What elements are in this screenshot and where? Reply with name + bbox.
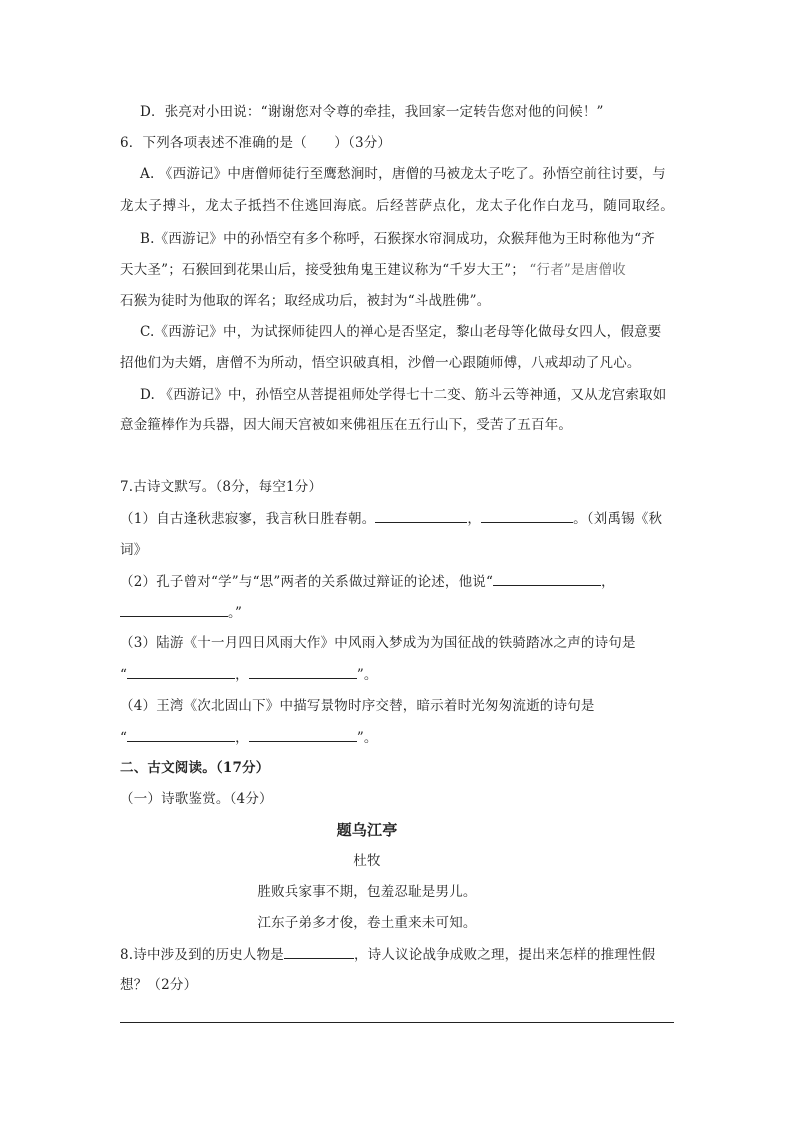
answer-blank[interactable] bbox=[120, 602, 228, 617]
q6-option-b-text: 天大圣”；石猴回到花果山后，接受独角鬼王建议称为“千岁大王”； bbox=[120, 262, 525, 278]
poem-author: 杜牧 bbox=[353, 853, 381, 869]
q6-option-b-line2 bbox=[120, 260, 680, 280]
q7-item1-sep: ， bbox=[467, 511, 482, 527]
q7-item2 bbox=[120, 571, 680, 592]
q7-item1 bbox=[120, 508, 680, 529]
answer-blank[interactable] bbox=[284, 944, 354, 959]
q7-item4-cont bbox=[120, 727, 680, 748]
q7-item3-cont bbox=[120, 664, 680, 685]
q6-option-a-line2: 龙太子搏斗，龙太子抵挡不住逃回海底。后经菩萨点化，龙太子化作白龙马，随同取经。 bbox=[120, 198, 674, 214]
q7-item3-end: ”。 bbox=[356, 667, 378, 683]
q6-option-d-line2: 意金箍棒作为兵器，因大闹天宫被如来佛祖压在五行山下，受苦了五百年。 bbox=[120, 417, 573, 433]
q6-option-b-gray-text: “行者”是唐僧收 bbox=[529, 262, 626, 278]
q5-option-d: D．张亮对小田说：“谢谢您对令尊的牵挂，我回家一定转告您对他的问候！” bbox=[140, 104, 604, 120]
q6-option-b-line3: 石猴为徒时为他取的诨名；取经成功后，被封为“斗战胜佛”。 bbox=[120, 293, 491, 309]
q7-item4-end: ”。 bbox=[356, 730, 378, 746]
q6-stem: 6．下列各项表述不准确的是（ ）（3分） bbox=[120, 135, 392, 151]
q7-item1-cont: 词》 bbox=[120, 542, 148, 558]
q8-stem bbox=[120, 944, 680, 965]
q7-stem: 7.古诗文默写。（8分，每空1分） bbox=[120, 479, 323, 495]
q7-item3: （3）陆游《十一月四日风雨大作》中风雨入梦成为为国征战的铁骑踏冰之声的诗句是 bbox=[120, 635, 636, 651]
subsection-1-heading: （一）诗歌鉴赏。（4分） bbox=[120, 791, 273, 807]
q7-item2-cont bbox=[120, 602, 680, 623]
q8-stem-cont: 想？（2分） bbox=[120, 977, 198, 993]
q6-option-d-line1: D. 《西游记》中，孙悟空从菩提祖师处学得七十二变、筋斗云等神通，又从龙宫索取如 bbox=[140, 387, 667, 403]
answer-blank[interactable] bbox=[249, 664, 357, 679]
poem-line-1: 胜败兵家事不期，包羞忍耻是男儿。 bbox=[257, 884, 477, 900]
answer-blank[interactable] bbox=[127, 727, 235, 742]
q7-item4-sep: ， bbox=[235, 730, 249, 746]
q7-item2-end: 。” bbox=[228, 605, 243, 621]
q6-option-c-line1: C.《西游记》中，为试探师徒四人的禅心是否坚定，黎山老母等化做母女四人，假意要 bbox=[140, 324, 662, 340]
answer-blank[interactable] bbox=[249, 727, 357, 742]
answer-blank[interactable] bbox=[127, 664, 235, 679]
section-2-heading: 二、古文阅读。（17分） bbox=[120, 760, 270, 776]
answer-line[interactable] bbox=[120, 1022, 674, 1023]
answer-blank[interactable] bbox=[493, 571, 601, 586]
q8-text-a: 8.诗中涉及到的历史人物是 bbox=[120, 947, 284, 963]
answer-blank[interactable] bbox=[481, 508, 573, 523]
q6-option-a-line1: A. 《西游记》中唐僧师徒行至鹰愁涧时，唐僧的马被龙太子吃了。孙悟空前往讨要，与 bbox=[140, 166, 666, 182]
q7-item4: （4）王湾《次北固山下》中描写景物时序交替，暗示着时光匆匆流逝的诗句是 bbox=[120, 698, 595, 714]
q7-item1-source: 。（刘禹锡《秋 bbox=[573, 511, 663, 527]
q6-option-b-line1: B.《西游记》中的孙悟空有多个称呼，石猴探水帘洞成功，众猴拜他为王时称他为“齐 bbox=[140, 231, 655, 247]
q6-option-c-line2: 招他们为夫婿，唐僧不为所动，悟空识破真相，沙僧一心跟随师傅，八戒却动了凡心。 bbox=[120, 355, 641, 371]
answer-blank[interactable] bbox=[375, 508, 467, 523]
poem-title: 题乌江亭 bbox=[336, 821, 398, 839]
q7-item2-sep: ， bbox=[601, 574, 615, 590]
q7-item3-sep: ， bbox=[235, 667, 249, 683]
poem-line-2: 江东子弟多才俊，卷土重来未可知。 bbox=[257, 915, 477, 931]
q7-item2-text: （2）孔子曾对“学”与“思”两者的关系做过辩证的论述，他说“ bbox=[120, 574, 494, 590]
q7-item4-open: “ bbox=[120, 730, 128, 746]
q7-item3-open: “ bbox=[120, 667, 128, 683]
q7-item1-text: （1）自古逢秋悲寂寥，我言秋日胜春朝。 bbox=[120, 511, 376, 527]
q8-text-b: ，诗人议论战争成败之理，提出来怎样的推理性假 bbox=[353, 947, 656, 963]
